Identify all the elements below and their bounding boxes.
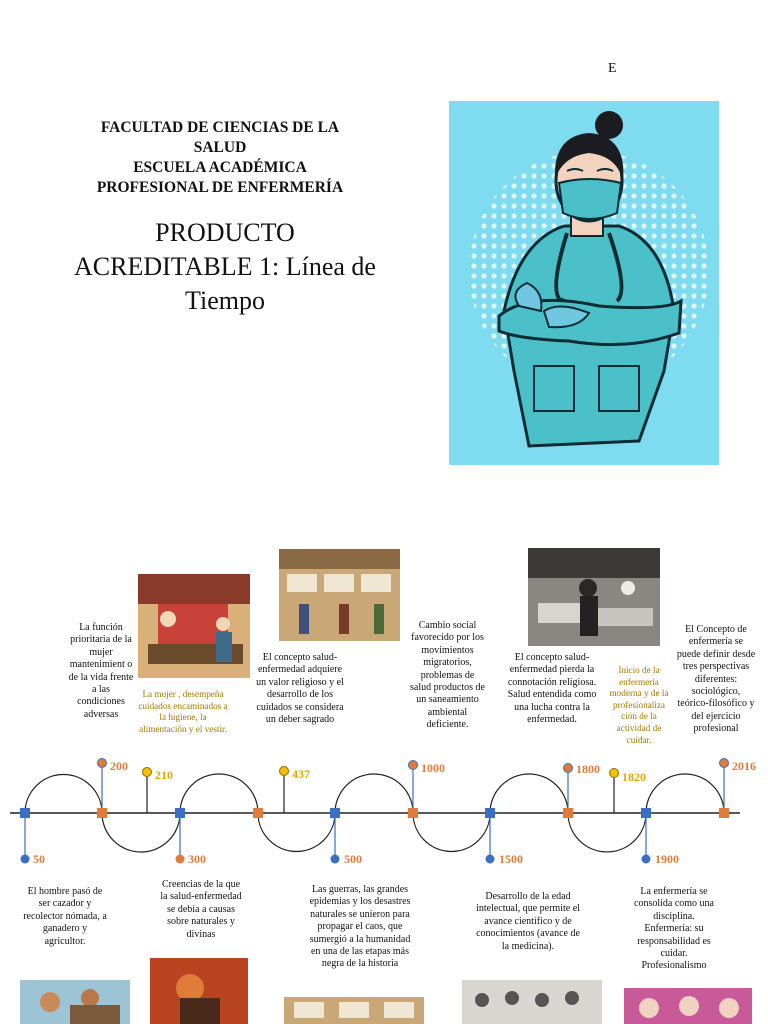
marker-dot-1900 [642, 855, 651, 864]
square-marker-7 [485, 808, 495, 818]
square-marker-1 [20, 808, 30, 818]
event-text-300: Creencias de la que la salud-enfermedad se debía a causas sobre naturales y divinas [160, 879, 242, 940]
square-marker-4 [253, 808, 263, 818]
marker-dot-1820 [610, 769, 619, 778]
marker-dot-1500 [486, 855, 495, 864]
event-text-500: Las guerras, las grandes epidemias y los desastres naturales se unieron para propagar el caos, que sumergió a la humanidad en una de las etapas más negra de la historia [309, 884, 411, 970]
heading-line-2: SALUD [193, 139, 247, 156]
marker-dot-500 [331, 855, 340, 864]
event-text-200: La función prioritaria de la mujer mantenimient o de la vida frente a las condiciones adversas [68, 622, 134, 720]
heading-line-4: PROFESIONAL DE ENFERMERÍA [96, 179, 344, 196]
marker-dot-210 [143, 768, 152, 777]
square-marker-10 [719, 808, 729, 818]
product-line-1: PRODUCTO [155, 218, 295, 247]
medieval-bed-picture [138, 574, 250, 678]
heading-line-3: ESCUELA ACADÉMICA [133, 159, 307, 176]
square-marker-2 [97, 808, 107, 818]
event-text-2016: El Concepto de enfermería se puede definir desde tres perspectivas diferentes: sociológico, teórico-filosófico y del ejercicio profesional [676, 624, 756, 735]
event-text-1000: Cambio social favorecido por los movimientos migratorios, problemas de salud productos de un saneamiento ambiental deficiente. [410, 620, 485, 731]
year-label-1500: 1500 [499, 852, 523, 866]
year-label-2016: 2016 [732, 759, 756, 773]
event-text-1900: La enfermería se consolida como una disciplina. Enfermería: su responsabilidad es cuidar. Profesionalismo [634, 886, 714, 972]
year-label-500: 500 [344, 852, 362, 866]
event-text-437: El concepto salud-enfermedad adquiere un valor religioso y el desarrollo de los cuidados se considera un deber sagrado [256, 652, 344, 726]
nurse-illustration [449, 101, 719, 465]
square-marker-8 [563, 808, 573, 818]
square-marker-6 [408, 808, 418, 818]
year-label-200: 200 [110, 759, 128, 773]
marker-dot-1000 [409, 761, 418, 770]
square-marker-5 [330, 808, 340, 818]
year-label-1000: 1000 [421, 761, 445, 775]
marker-dot-437 [280, 767, 289, 776]
year-label-1820: 1820 [622, 770, 646, 784]
marker-dot-50 [21, 855, 30, 864]
product-line-3: Tiempo [185, 286, 265, 315]
year-label-1900: 1900 [655, 852, 679, 866]
stray-letter: E [608, 61, 617, 76]
year-label-210: 210 [155, 768, 173, 782]
marker-dot-200 [98, 759, 107, 768]
event-text-1800: El concepto salud-enfermedad pierda la connotación religiosa. Salud entendida como una lucha contra la enfermedad. [507, 652, 597, 726]
product-line-2: ACREDITABLE 1: Línea de [74, 252, 376, 281]
event-text-50: El hombre pasó de ser cazador y recolector nómada, a ganadero y agricultor. [23, 886, 107, 947]
square-marker-9 [641, 808, 651, 818]
faculty-heading [60, 118, 380, 198]
event-text-1820: Inicio de la enfermería moderna y de la profesionaliza ción de la actividad de cuidar. [609, 665, 669, 745]
heading-line-1: FACULTAD DE CIENCIAS DE LA [100, 119, 340, 136]
marker-dot-1800 [564, 764, 573, 773]
year-label-1800: 1800 [576, 762, 600, 776]
medieval-hospital-picture [279, 549, 400, 641]
marker-dot-300 [176, 855, 185, 864]
marker-dot-2016 [720, 759, 729, 768]
year-label-300: 300 [188, 852, 206, 866]
year-label-437: 437 [292, 767, 310, 781]
event-text-210: La mujer , desempeña cuidados encaminados a la higiene, la alimentación y el vestir. [138, 689, 228, 734]
year-label-50: 50 [33, 852, 45, 866]
nurses-group-picture [462, 980, 602, 1024]
middle-ages-picture [284, 997, 424, 1024]
modern-nurses-picture [624, 988, 752, 1024]
mythology-picture [150, 958, 248, 1024]
product-title [40, 216, 410, 318]
event-text-1500: Desarrollo de la edad intelectual, que permite el avance científico y de conocimientos (avance de la medicina). [476, 891, 580, 952]
war-hospital-picture [528, 548, 660, 646]
prehistoric-picture [20, 980, 130, 1024]
square-marker-3 [175, 808, 185, 818]
